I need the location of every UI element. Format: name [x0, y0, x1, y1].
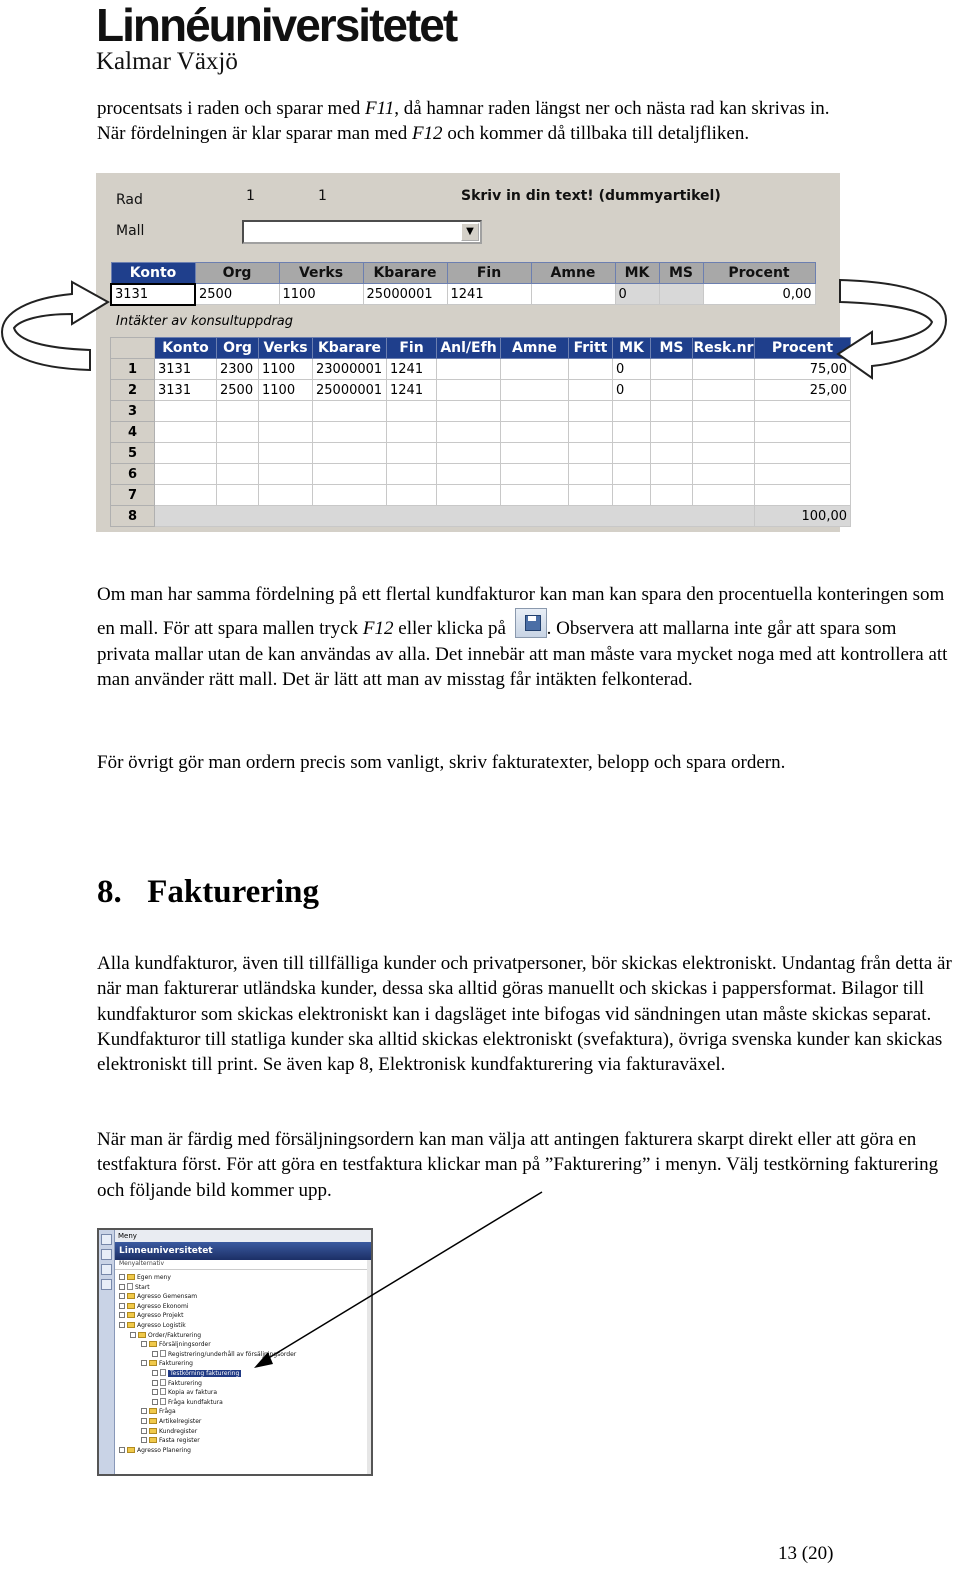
- corner-cell: [111, 338, 155, 359]
- grid-cell[interactable]: [651, 401, 693, 422]
- template-paragraph: [97, 582, 952, 693]
- folder-icon: [149, 1428, 157, 1434]
- grid-cell[interactable]: [755, 443, 851, 464]
- grid-cell[interactable]: [693, 443, 755, 464]
- grid-cell[interactable]: [437, 464, 501, 485]
- amne-cell[interactable]: [531, 284, 615, 305]
- tree-item-label: Agresso Projekt: [137, 1312, 184, 1320]
- grid-cell[interactable]: [501, 485, 569, 506]
- grid-cell[interactable]: [437, 422, 501, 443]
- col-header: Amne: [501, 338, 569, 359]
- grid-cell[interactable]: 25000001: [313, 380, 387, 401]
- grid-cell[interactable]: [259, 485, 313, 506]
- tree-item-label: Kundregister: [159, 1427, 198, 1435]
- tree-item-label: Kopia av faktura: [168, 1389, 218, 1397]
- account-description: Intäkter av konsultuppdrag: [116, 314, 294, 329]
- menu-label: Menyalternativ: [115, 1260, 371, 1270]
- ms-cell[interactable]: [659, 284, 703, 305]
- expand-icon[interactable]: [119, 1284, 125, 1290]
- intro-text: och kommer då tillbaka till detaljfliken.: [442, 123, 750, 145]
- grid-cell[interactable]: [259, 443, 313, 464]
- university-logo: [96, 0, 456, 76]
- tree-item-label: Order/Fakturering: [148, 1331, 202, 1339]
- folder-icon: [127, 1447, 135, 1453]
- col-header: Verks: [279, 263, 363, 284]
- grid-cell[interactable]: [387, 443, 437, 464]
- row-number: 8: [111, 506, 155, 527]
- intro-text: procentsats i raden och sparar med: [97, 98, 366, 119]
- row-number: 2: [111, 380, 155, 401]
- tree-item-label: Agresso Gemensam: [137, 1293, 198, 1301]
- grid-cell[interactable]: [387, 422, 437, 443]
- folder-icon: [127, 1293, 135, 1299]
- grid-cell[interactable]: [217, 464, 259, 485]
- expand-icon[interactable]: [141, 1360, 147, 1366]
- intro-key-f11: F11: [365, 98, 395, 119]
- logo-name: Linnéuniversitetet: [96, 0, 457, 51]
- col-header: Konto: [111, 263, 195, 284]
- grid-cell[interactable]: 23000001: [313, 359, 387, 380]
- toolbar-icon[interactable]: [101, 1234, 112, 1245]
- grid-cell[interactable]: 2300: [217, 359, 259, 380]
- verks-cell[interactable]: 1100: [279, 284, 363, 305]
- order-paragraph: För övrigt gör man ordern precis som vanligt, skriv fakturatexter, belopp och spara ordern.: [97, 752, 786, 773]
- folder-icon: [149, 1408, 157, 1414]
- tree-item-label: Egen meny: [137, 1274, 171, 1281]
- rad-value-2: 1: [318, 188, 327, 204]
- grid-cell[interactable]: [613, 464, 651, 485]
- mall-select[interactable]: [242, 220, 482, 244]
- tree-item-label: Agresso Logistik: [137, 1321, 186, 1329]
- grid-cell[interactable]: [651, 422, 693, 443]
- menu-header: Linneuniversitetet: [115, 1242, 371, 1260]
- grid-cell[interactable]: 1241: [387, 380, 437, 401]
- top-data-row[interactable]: [111, 284, 815, 305]
- grid-cell[interactable]: [693, 401, 755, 422]
- document-icon: [160, 1379, 166, 1386]
- table-row[interactable]: [111, 464, 851, 485]
- col-header: Resk.nr: [693, 338, 755, 359]
- grid-cell[interactable]: [569, 380, 613, 401]
- col-header: Kbarare: [313, 338, 387, 359]
- grid-cell[interactable]: [755, 401, 851, 422]
- top-row-table: [110, 262, 816, 306]
- tree-item[interactable]: [119, 1398, 367, 1408]
- row-number: 7: [111, 485, 155, 506]
- grid-cell[interactable]: [313, 422, 387, 443]
- tree-item-label: Agresso Ekonomi: [137, 1302, 189, 1310]
- grid-cell[interactable]: [155, 443, 217, 464]
- rad-label: Rad: [116, 192, 143, 208]
- grid-cell[interactable]: [313, 443, 387, 464]
- col-header: Amne: [531, 263, 615, 284]
- grid-cell[interactable]: [693, 464, 755, 485]
- tree-item[interactable]: [119, 1388, 367, 1398]
- grid-cell[interactable]: 3131: [155, 359, 217, 380]
- grid-cell[interactable]: [501, 359, 569, 380]
- col-header: Fritt: [569, 338, 613, 359]
- grid-cell[interactable]: [613, 401, 651, 422]
- grid-cell[interactable]: [693, 422, 755, 443]
- col-header: MK: [613, 338, 651, 359]
- expand-icon[interactable]: [141, 1418, 147, 1424]
- table-row[interactable]: [111, 359, 851, 380]
- intro-key-f12: F12: [411, 123, 443, 145]
- row-number: 3: [111, 401, 155, 422]
- row-number: 5: [111, 443, 155, 464]
- folder-icon: [149, 1418, 157, 1424]
- expand-icon[interactable]: [152, 1380, 158, 1386]
- section-heading: [97, 872, 319, 912]
- folder-icon: [149, 1360, 157, 1366]
- document-icon: [160, 1369, 166, 1376]
- test-invoice-paragraph: När man är färdig med försäljningsordern kan man välja att antingen fakturera skarpt direkt eller att göra en testfaktura först. För att göra en testfaktura klickar man på ”Fakturering” i menyn. Välj testkörning fakturering och följande bild kommer upp.: [97, 1129, 939, 1201]
- grid-cell[interactable]: [613, 422, 651, 443]
- grid-cell[interactable]: [613, 443, 651, 464]
- tree-item-label: Testkörning fakturering: [170, 1369, 240, 1377]
- table-row[interactable]: [111, 422, 851, 443]
- grid-cell[interactable]: [569, 422, 613, 443]
- expand-icon[interactable]: [152, 1351, 158, 1357]
- expand-icon[interactable]: [141, 1341, 147, 1347]
- col-header: MK: [615, 263, 659, 284]
- grid-cell[interactable]: [217, 485, 259, 506]
- expand-icon[interactable]: [119, 1293, 125, 1299]
- fin-cell[interactable]: 1241: [447, 284, 531, 305]
- grid-cell[interactable]: [651, 380, 693, 401]
- expand-icon[interactable]: [141, 1408, 147, 1414]
- table-row[interactable]: [111, 380, 851, 401]
- col-header: Org: [195, 263, 279, 284]
- grid-cell[interactable]: [501, 464, 569, 485]
- tree-item-label: Start: [135, 1283, 150, 1291]
- paragraph-text: Om man har samma fördelning på ett flertal kundfakturor kan man kan spara den procentuella konteringen som en mall. För att spara mallen tryck: [97, 584, 945, 639]
- grid-cell[interactable]: 1100: [259, 359, 313, 380]
- col-header: Procent: [703, 263, 815, 284]
- grid-cell[interactable]: [437, 443, 501, 464]
- tree-item-label: Artikelregister: [159, 1417, 202, 1425]
- folder-icon: [127, 1322, 135, 1328]
- grid-cell[interactable]: [569, 485, 613, 506]
- expand-icon[interactable]: [119, 1303, 125, 1309]
- section-title: Fakturering: [147, 874, 319, 910]
- folder-icon: [149, 1341, 157, 1347]
- row-number: 6: [111, 464, 155, 485]
- grid-cell[interactable]: [259, 422, 313, 443]
- expand-icon[interactable]: [119, 1274, 125, 1280]
- toolbar-icon[interactable]: [101, 1249, 112, 1260]
- table-row[interactable]: [111, 485, 851, 506]
- grid-cell[interactable]: [387, 485, 437, 506]
- tree-item-label: Fakturering: [159, 1360, 193, 1368]
- key-f12: F12: [362, 617, 394, 639]
- tree-item[interactable]: [119, 1427, 367, 1437]
- total-row: [111, 506, 851, 527]
- toolbar-icon[interactable]: [101, 1264, 112, 1275]
- grid-cell[interactable]: [651, 359, 693, 380]
- distribution-grid: [110, 337, 851, 527]
- grid-cell[interactable]: [217, 443, 259, 464]
- col-header: MS: [659, 263, 703, 284]
- grid-cell[interactable]: [569, 443, 613, 464]
- grid-cell[interactable]: [155, 485, 217, 506]
- tree-item[interactable]: [119, 1446, 367, 1456]
- grid-cell[interactable]: 2500: [217, 380, 259, 401]
- expand-icon[interactable]: [119, 1312, 125, 1318]
- top-header-row: [111, 263, 815, 284]
- procent-cell[interactable]: 0,00: [703, 284, 815, 305]
- grid-cell[interactable]: 25,00: [755, 380, 851, 401]
- col-header: Fin: [447, 263, 531, 284]
- grid-cell[interactable]: [569, 359, 613, 380]
- paragraph-text: eller klicka på: [393, 617, 511, 639]
- grid-cell[interactable]: [387, 464, 437, 485]
- expand-icon[interactable]: [152, 1399, 158, 1405]
- tree-item[interactable]: [119, 1417, 367, 1427]
- page-number: 13 (20): [778, 1543, 834, 1564]
- col-header: Anl/Efh: [437, 338, 501, 359]
- col-header: Fin: [387, 338, 437, 359]
- grid-cell[interactable]: [155, 464, 217, 485]
- grid-cell[interactable]: [313, 401, 387, 422]
- konto-cell[interactable]: 3131: [111, 284, 195, 305]
- expand-icon[interactable]: [141, 1428, 147, 1434]
- tree-item-label: Försäljningsorder: [159, 1341, 211, 1349]
- grid-cell[interactable]: [259, 401, 313, 422]
- grid-cell[interactable]: 0: [613, 359, 651, 380]
- intro-paragraph: [97, 96, 952, 147]
- col-header: Org: [217, 338, 259, 359]
- right-curved-arrow: [810, 270, 955, 388]
- grid-cell[interactable]: [693, 359, 755, 380]
- grid-cell[interactable]: [387, 401, 437, 422]
- paragraph-text: . Observera att mallarna inte går att spara som privata mallar utan de kan användas av alla. Det innebär att man måste vara mycket noga med att kontrollera att man använder rätt mall. Det är lätt att man av misstag får intäkten felkonterad.: [97, 617, 948, 691]
- table-row[interactable]: [111, 401, 851, 422]
- grid-cell[interactable]: [437, 401, 501, 422]
- expand-icon[interactable]: [119, 1447, 125, 1453]
- grid-cell[interactable]: [217, 401, 259, 422]
- expand-icon[interactable]: [141, 1437, 147, 1443]
- grid-cell[interactable]: [313, 464, 387, 485]
- grid-cell[interactable]: [693, 380, 755, 401]
- mall-label: Mall: [116, 223, 145, 239]
- grid-cell[interactable]: [437, 359, 501, 380]
- folder-icon: [127, 1274, 135, 1280]
- document-icon: [160, 1388, 166, 1395]
- grid-cell[interactable]: [569, 464, 613, 485]
- total-value: 100,00: [755, 506, 851, 527]
- toolbar-icon[interactable]: [101, 1279, 112, 1290]
- expand-icon[interactable]: [119, 1322, 125, 1328]
- tree-item-label: Fråga: [159, 1408, 176, 1416]
- grid-cell[interactable]: [501, 401, 569, 422]
- tree-item[interactable]: [119, 1379, 367, 1389]
- grid-cell[interactable]: [569, 401, 613, 422]
- chevron-down-icon[interactable]: ▼: [461, 223, 479, 241]
- grid-cell[interactable]: [651, 485, 693, 506]
- grid-cell[interactable]: [313, 485, 387, 506]
- table-row[interactable]: [111, 443, 851, 464]
- mk-cell[interactable]: 0: [615, 284, 659, 305]
- grid-cell[interactable]: [651, 443, 693, 464]
- grid-cell[interactable]: [755, 485, 851, 506]
- tree-item-label: Agresso Planering: [137, 1446, 191, 1454]
- grid-cell[interactable]: [437, 485, 501, 506]
- total-fill: [155, 506, 755, 527]
- grid-cell[interactable]: 3131: [155, 380, 217, 401]
- tree-item[interactable]: [119, 1407, 367, 1417]
- section-number: 8.: [97, 874, 122, 910]
- side-toolbar: [99, 1230, 115, 1474]
- grid-cell[interactable]: [693, 485, 755, 506]
- expand-icon[interactable]: [130, 1332, 136, 1338]
- pointer-arrow: [240, 1186, 550, 1376]
- intro-text: , då hamnar raden längst ner och nästa rad kan skrivas in.: [394, 98, 830, 119]
- expand-icon[interactable]: [152, 1389, 158, 1395]
- col-header: Kbarare: [363, 263, 447, 284]
- distribution-screenshot: [96, 173, 847, 532]
- grid-cell[interactable]: 1241: [387, 359, 437, 380]
- grid-cell[interactable]: [755, 422, 851, 443]
- org-cell[interactable]: 2500: [195, 284, 279, 305]
- left-curved-arrow: [0, 270, 112, 380]
- grid-cell[interactable]: [155, 422, 217, 443]
- grid-cell[interactable]: 1100: [259, 380, 313, 401]
- grid-cell[interactable]: [437, 380, 501, 401]
- intro-text: När fördelningen är klar sparar man med: [97, 123, 412, 145]
- grid-cell[interactable]: [501, 443, 569, 464]
- grid-cell[interactable]: 0: [613, 380, 651, 401]
- window-title: Meny: [115, 1230, 371, 1242]
- grid-header-row: [111, 338, 851, 359]
- grid-cell[interactable]: [155, 401, 217, 422]
- folder-icon: [127, 1303, 135, 1309]
- logo-subtitle: Kalmar Växjö: [96, 48, 238, 75]
- col-header: MS: [651, 338, 693, 359]
- grid-cell[interactable]: [651, 464, 693, 485]
- folder-icon: [127, 1312, 135, 1318]
- document-icon: [160, 1350, 166, 1357]
- rad-value-1: 1: [246, 188, 255, 204]
- folder-icon: [138, 1332, 146, 1338]
- grid-cell[interactable]: [755, 464, 851, 485]
- tree-item[interactable]: [119, 1436, 367, 1446]
- grid-cell[interactable]: [501, 380, 569, 401]
- article-text: Skriv in din text! (dummyartikel): [461, 188, 721, 204]
- row-number: 1: [111, 359, 155, 380]
- document-icon: [127, 1283, 133, 1290]
- grid-cell[interactable]: [613, 485, 651, 506]
- col-header: Verks: [259, 338, 313, 359]
- invoicing-paragraph: Alla kundfakturor, även till tillfälliga kunder och privatpersoner, bör skickas elektroniskt. Undantag från detta är när man fakturerar utländska kunder, dessa ska alltid göras manuellt och skickas i pappersformat. Bilagor till kundfakturor som skickas elektroniskt kan i dagsläget inte bifogas vid sändningen utan måste skickas separat. Kundfakturor till statliga kunder ska alltid skickas elektroniskt (svefaktura), övriga svenska kunder kan skickas elektroniskt till print. Se även kap 8, Elektronisk kundfakturering via fakturaväxel.: [97, 953, 952, 1076]
- grid-cell[interactable]: 75,00: [755, 359, 851, 380]
- tree-item-label: Registrering/underhåll av försäljningsorder: [168, 1350, 297, 1358]
- row-number: 4: [111, 422, 155, 443]
- document-icon: [160, 1398, 166, 1405]
- grid-cell[interactable]: [217, 422, 259, 443]
- expand-icon[interactable]: [152, 1370, 158, 1376]
- folder-icon: [149, 1437, 157, 1443]
- tree-item-label: Fakturering: [168, 1379, 202, 1387]
- tree-item-label: Fasta register: [159, 1437, 200, 1445]
- col-header: Procent: [755, 338, 851, 359]
- col-header: Konto: [155, 338, 217, 359]
- grid-cell[interactable]: [259, 464, 313, 485]
- kbarare-cell[interactable]: 25000001: [363, 284, 447, 305]
- tree-item-label: Fråga kundfaktura: [168, 1398, 223, 1406]
- save-icon: [515, 608, 547, 638]
- grid-cell[interactable]: [501, 422, 569, 443]
